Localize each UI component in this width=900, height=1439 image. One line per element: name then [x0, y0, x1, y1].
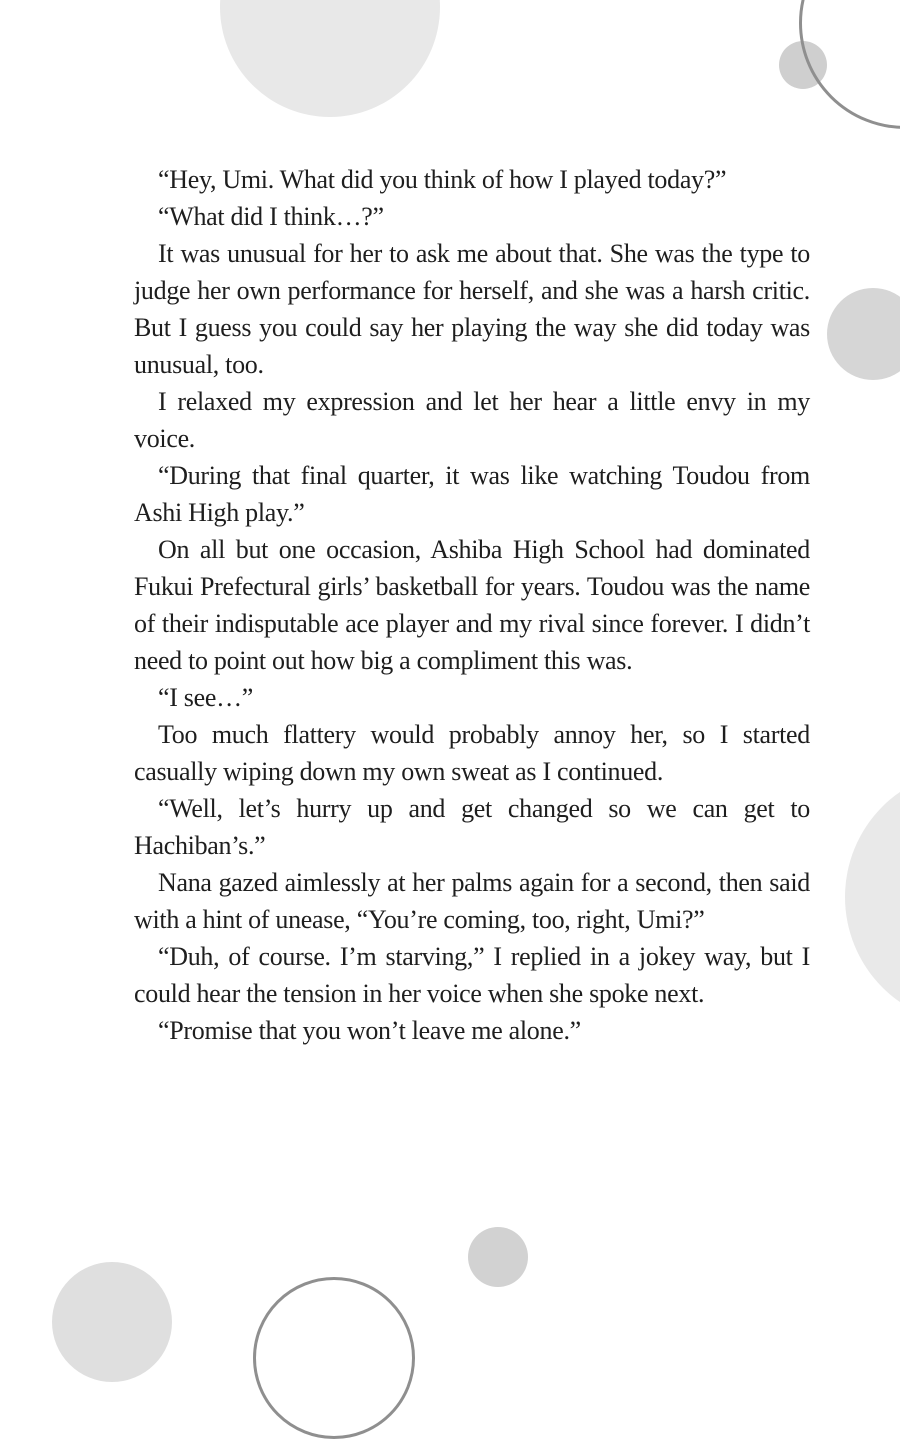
decor-circle-top-center	[220, 0, 440, 117]
decor-ring-bottom-center	[253, 1277, 415, 1439]
paragraph-narration-3: On all but one occasion, Ashiba High School had dominated Fukui Prefectural girls’ basketball for years. Toudou was the name of their indisputable ace player and my rival since forever. I didn’t need to point out how big a compliment this was.	[134, 535, 810, 675]
paragraph-narration-5: Nana gazed aimlessly at her palms again for a second, then said with a hint of unease, “You’re coming, too, right, Umi?”	[134, 868, 810, 934]
decor-circle-bottom-left	[52, 1262, 172, 1382]
paragraph-narration-1: It was unusual for her to ask me about that. She was the type to judge her own performance for herself, and she was a harsh critic. But I guess you could say her playing the way she did today was unusual, too.	[134, 239, 810, 379]
paragraph-dialogue-2: “What did I think…?”	[158, 202, 384, 231]
paragraph-dialogue-4: “I see…”	[158, 683, 254, 712]
paragraph-dialogue-1: “Hey, Umi. What did you think of how I played today?”	[158, 165, 727, 194]
decor-circle-bottom-small	[468, 1227, 528, 1287]
decor-ring-top-right	[799, 0, 900, 129]
paragraph-narration-4: Too much flattery would probably annoy her, so I started casually wiping down my own sweat as I continued.	[134, 720, 810, 786]
decor-circle-right-middle	[827, 288, 900, 380]
page-text	[134, 161, 810, 1049]
paragraph-dialogue-7: “Promise that you won’t leave me alone.”	[158, 1016, 581, 1045]
decor-circle-right-lower	[845, 769, 900, 1025]
paragraph-dialogue-5: “Well, let’s hurry up and get changed so we can get to Hachiban’s.”	[134, 794, 810, 860]
paragraph-dialogue-3: “During that final quarter, it was like watching Toudou from Ashi High play.”	[134, 461, 810, 527]
paragraph-dialogue-6: “Duh, of course. I’m starving,” I replied in a jokey way, but I could hear the tension in her voice when she spoke next.	[134, 942, 810, 1008]
paragraph-narration-2: I relaxed my expression and let her hear a little envy in my voice.	[134, 387, 810, 453]
